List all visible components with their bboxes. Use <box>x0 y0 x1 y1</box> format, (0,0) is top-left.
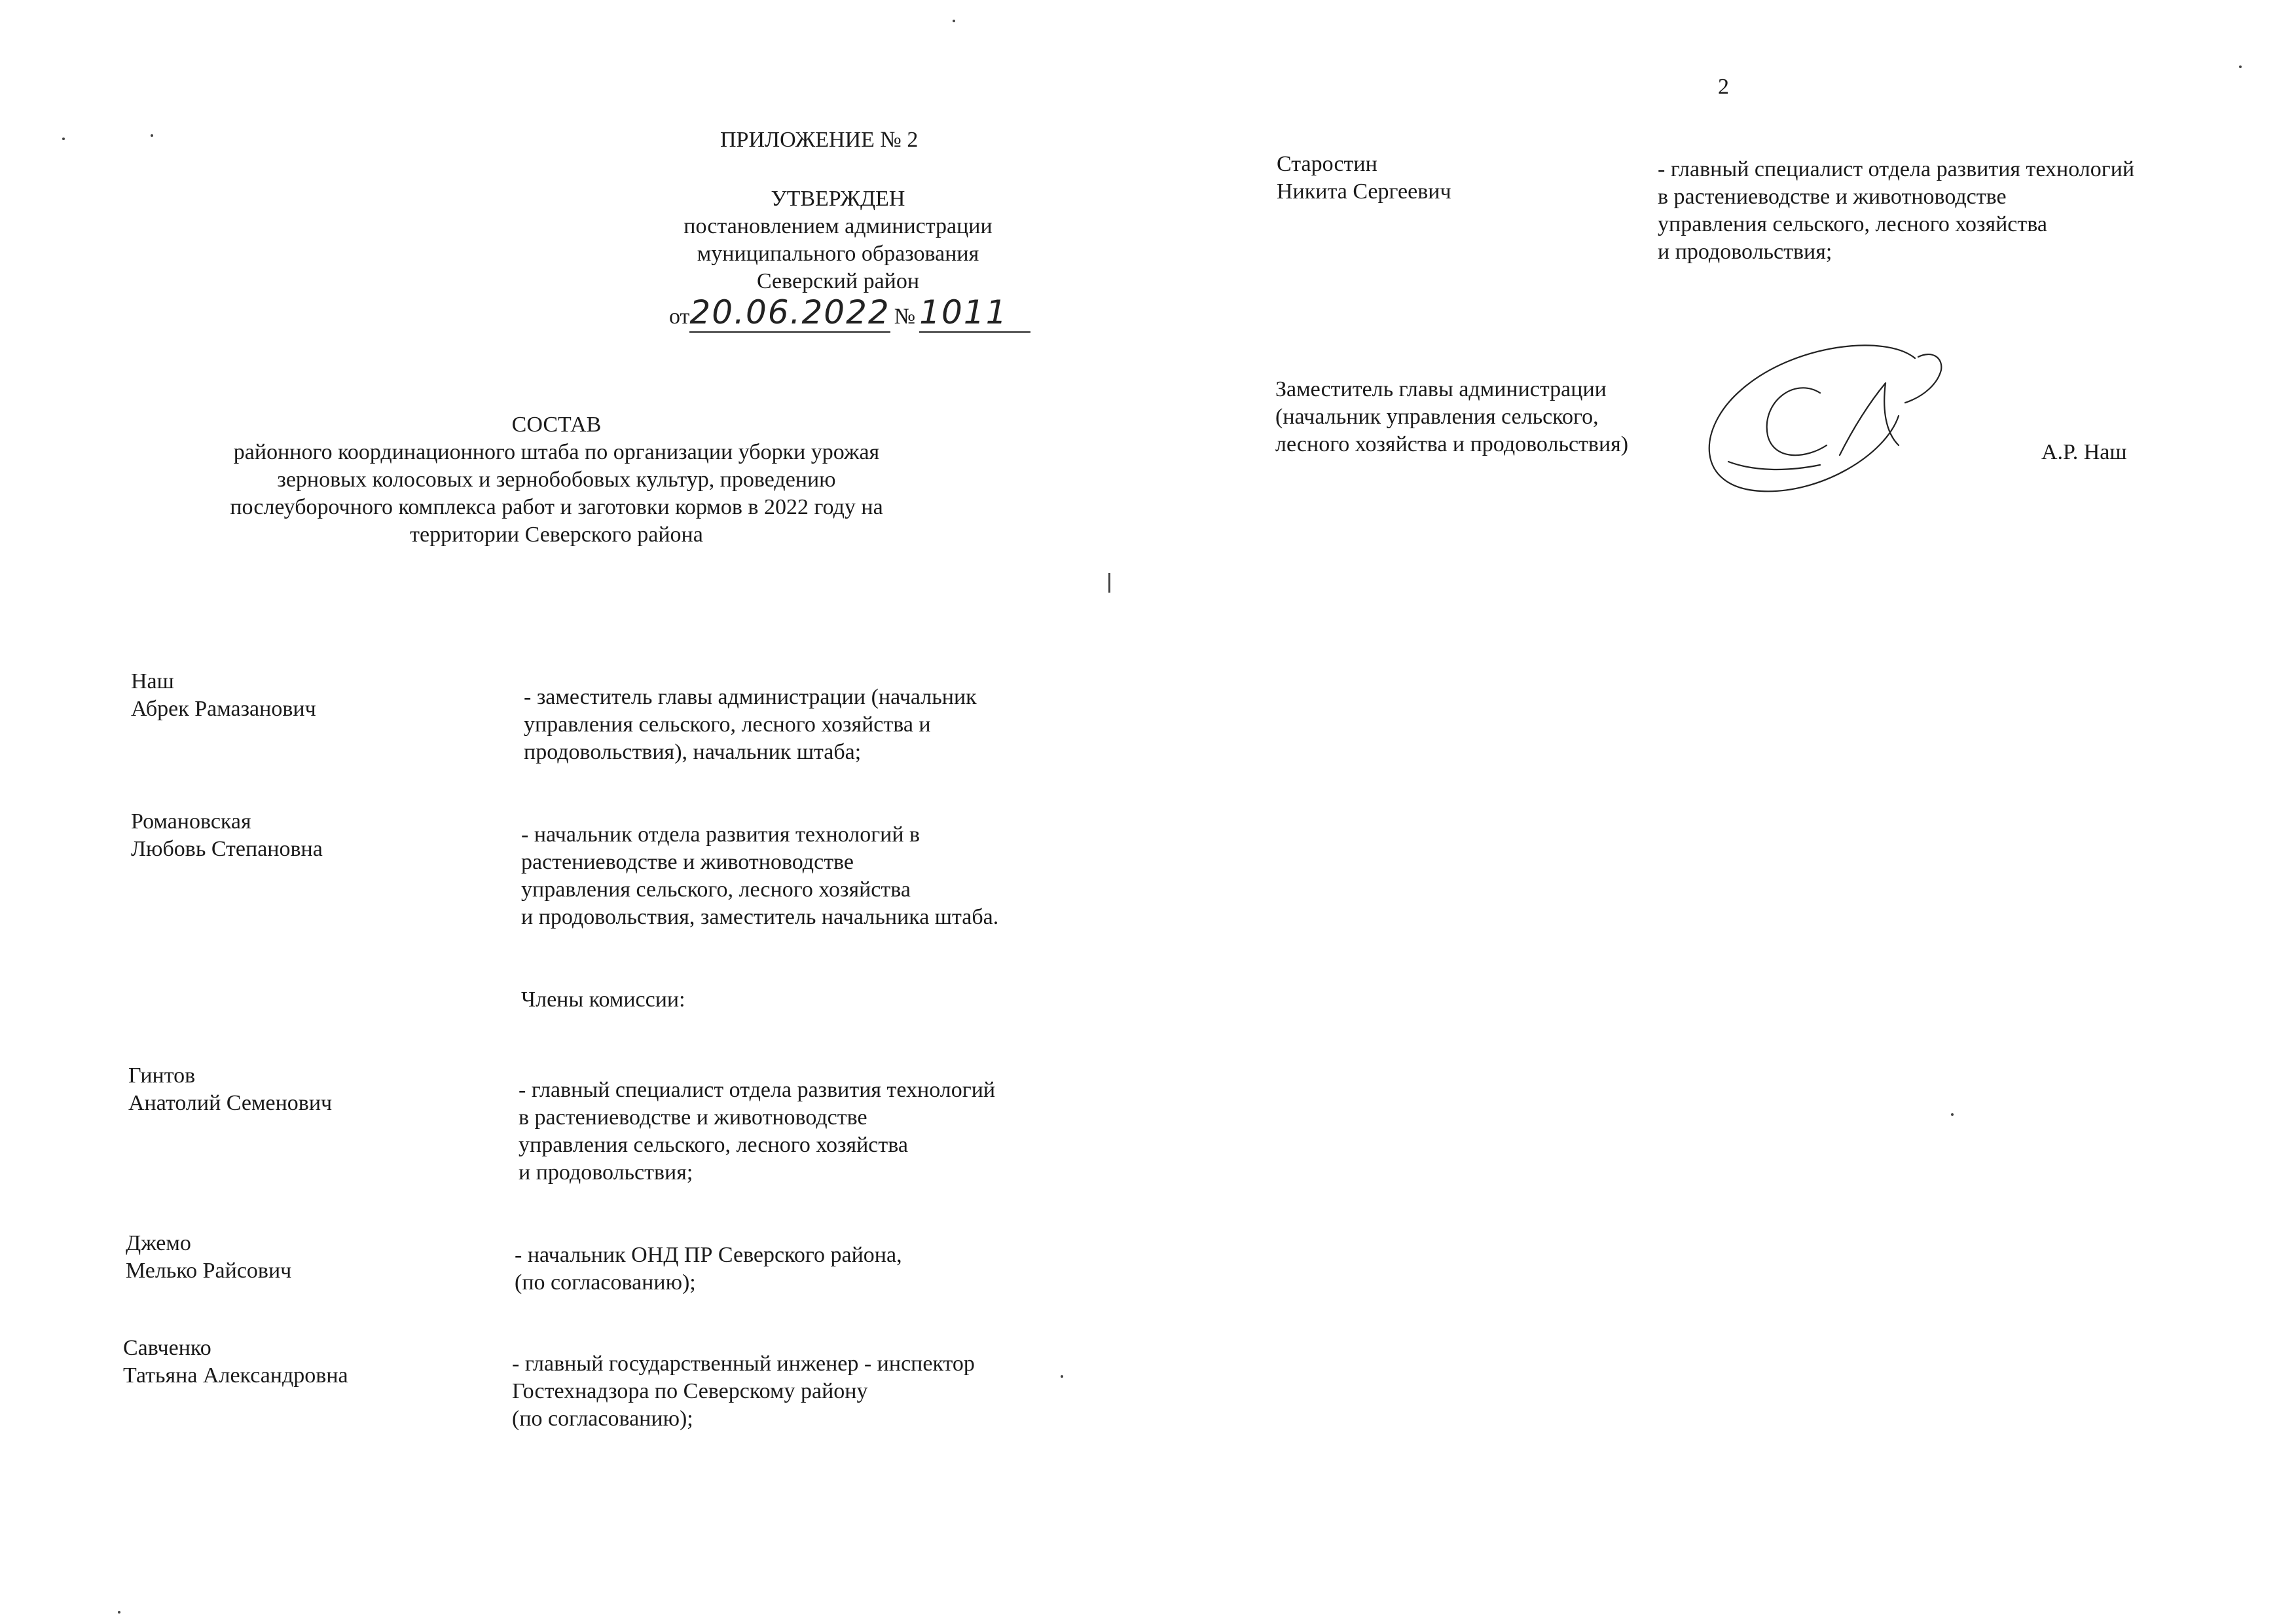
members-heading: Члены комиссии: <box>521 987 685 1012</box>
member-given-name: Никита Сергеевич <box>1277 179 1451 204</box>
approved-by-line-1: постановлением администрации <box>683 214 993 238</box>
member-role-block <box>1658 156 2134 266</box>
scan-mark <box>1108 573 1110 593</box>
member-name-block <box>131 808 323 863</box>
scan-dot <box>1951 1113 1954 1116</box>
member-role-line: и продовольствия; <box>519 1160 693 1185</box>
member-role-line: управления сельского, лесного хозяйства <box>521 877 911 902</box>
approved-label: УТВЕРЖДЕН <box>771 187 905 211</box>
member-name-block <box>123 1335 348 1390</box>
title-line-2: зерновых колосовых и зернобобовых культур, проведению <box>277 468 836 492</box>
signer-name: А.Р. Наш <box>2041 440 2127 464</box>
signatory-line-2: (начальник управления сельского, <box>1275 405 1599 429</box>
document-title <box>92 411 1021 549</box>
member-role-line: управления сельского, лесного хозяйства и <box>524 712 931 737</box>
title-heading: СОСТАВ <box>511 413 602 437</box>
signatory-line-3: лесного хозяйства и продовольствия) <box>1275 432 1629 456</box>
scan-dot <box>953 20 955 22</box>
member-surname: Романовская <box>131 809 251 834</box>
member-role-line: - начальник отдела развития технологий в <box>521 822 920 847</box>
member-role-line: (по согласованию); <box>512 1407 693 1431</box>
member-role-block <box>519 1077 995 1187</box>
handwritten-signature <box>1689 331 1951 501</box>
member-role-line: - главный специалист отдела развития технологий <box>1658 157 2135 181</box>
member-surname: Старостин <box>1277 152 1377 176</box>
signatory-position <box>1275 376 1628 458</box>
member-name-block <box>128 1062 332 1117</box>
member-role-line: - начальник ОНД ПР Северского района, <box>515 1243 902 1267</box>
member-name-block <box>126 1230 291 1285</box>
member-surname: Наш <box>131 669 174 693</box>
scan-dot <box>118 1611 120 1614</box>
member-given-name: Анатолий Семенович <box>128 1091 333 1115</box>
signatory-line-1: Заместитель главы администрации <box>1275 377 1607 401</box>
member-role-line: (по согласованию); <box>515 1270 696 1295</box>
appendix-label: ПРИЛОЖЕНИЕ № 2 <box>720 128 919 152</box>
member-role-line: - главный государственный инженер - инспектор <box>512 1352 975 1376</box>
member-role-line: и продовольствия; <box>1658 240 1832 264</box>
member-role-line: в растениеводстве и животноводстве <box>519 1105 867 1130</box>
member-role-line: Гостехнадзора по Северскому району <box>512 1379 868 1403</box>
member-given-name: Любовь Степановна <box>131 837 323 861</box>
number-sign: № <box>894 304 916 329</box>
scan-dot <box>151 134 153 137</box>
member-surname: Савченко <box>123 1336 211 1360</box>
member-name-block <box>131 668 316 723</box>
member-surname: Джемо <box>126 1231 191 1255</box>
date-number-line <box>669 293 1030 333</box>
member-role-block <box>512 1350 975 1433</box>
member-role-line: управления сельского, лесного хозяйства <box>1658 212 2047 236</box>
date-prefix: от <box>669 304 690 329</box>
member-role-line: - главный специалист отдела развития технологий <box>519 1078 996 1102</box>
title-line-4: территории Северского района <box>410 523 703 547</box>
member-surname: Гинтов <box>128 1063 196 1088</box>
title-line-3: послеуборочного комплекса работ и заготовки кормов в 2022 году на <box>230 495 883 519</box>
member-role-line: продовольствия), начальник штаба; <box>524 740 862 764</box>
member-role-line: - заместитель главы администрации (начальник <box>524 685 977 709</box>
member-given-name: Абрек Рамазанович <box>131 697 316 721</box>
member-role-block <box>515 1242 902 1297</box>
number-value: 1011 <box>919 293 1030 333</box>
approval-block <box>629 185 1048 295</box>
member-given-name: Мелько Райсович <box>126 1259 292 1283</box>
member-role-block <box>521 821 998 931</box>
title-line-1: районного координационного штаба по организации уборки урожая <box>233 440 880 464</box>
scan-dot <box>62 138 65 140</box>
approved-by-line-3: Северский район <box>756 269 920 293</box>
page-number: 2 <box>1718 75 1729 99</box>
approved-by-line-2: муниципального образования <box>697 242 979 266</box>
member-role-line: управления сельского, лесного хозяйства <box>519 1133 908 1157</box>
date-value: 20.06.2022 <box>689 293 890 331</box>
member-role-line: растениеводстве и животноводстве <box>521 850 854 874</box>
member-name-block <box>1277 151 1451 206</box>
member-role-line: в растениеводстве и животноводстве <box>1658 185 2007 209</box>
member-role-block <box>524 684 977 766</box>
member-given-name: Татьяна Александровна <box>123 1363 348 1388</box>
scan-dot <box>2239 65 2242 68</box>
scan-dot <box>1061 1375 1063 1378</box>
member-role-line: и продовольствия, заместитель начальника штаба. <box>521 905 999 929</box>
